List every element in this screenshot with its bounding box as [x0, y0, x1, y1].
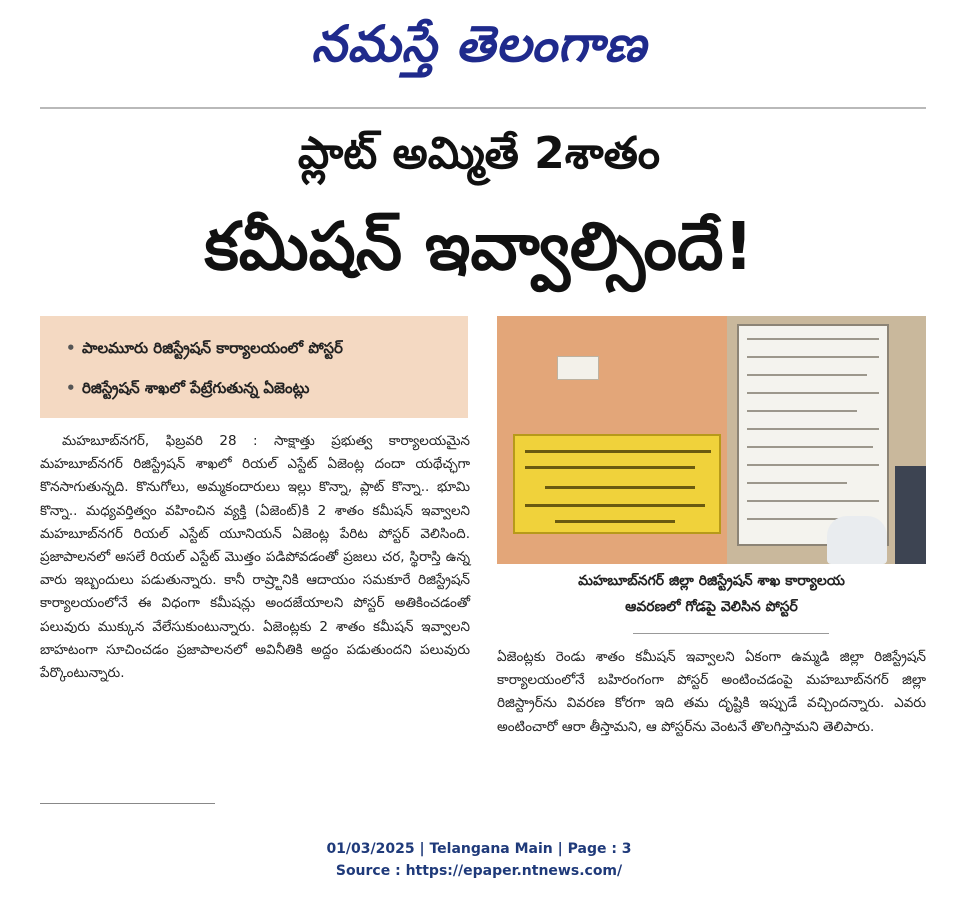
photo-person [895, 466, 926, 564]
article-body-left: మహబూబ్‌నగర్, ఫిబ్రవరి 28 : సాక్షాత్తు ప్రభుత్వ కార్యాలయమైన మహబూబ్‌నగర్ రిజిస్ట్రేషన్ శాఖలో రియల్ ఎస్టేట్ ఏజెంట్ల దందా యథేచ్ఛగా కొనసాగుతున్నది. కొనుగోలు, అమ్మకందారులు ఇల్లు కొన్నా, ప్లాట్ కొన్నా.. భూమి కొన్నా.. మధ్యవర్తిత్వం వహించిన వ్యక్తి (ఏజెంట్)కి 2 శాతం కమీషన్ ఇవ్వాలని మహబూబ్‌నగర్ రియల్ ఎస్టేట్ యూనియన్ ఏజెంట్ల పేరిట పోస్టర్ వెలిసింది. ప్రజాపాలనలో అసలే రియల్ ఎస్టేట్ మొత్తం పడిపోవడంతో ప్రజలు చర, స్థిరాస్తి ఉన్న వారు ఇబ్బందులు పడుతున్నారు. కానీ రాష్ర్టానికి ఆదాయం సమకూరే రిజిస్ట్రేషన్ కార్యాలయంలోనే ఈ విధంగా కమీషన్లు అందజేయాలని పోస్టర్ అతికించడంతో పలువురు ముక్కున వేలేసుకుంటున్నారు. ఏజెంట్లకు 2 శాతం కమీషన్ ఇవ్వాలని బాహటంగా సూచించడం ప్రజాపాలనలో అవినీతికి అద్దం పడుతుందని పలువురు పేర్కొంటున్నారు. [40, 433, 470, 682]
notice-text-line [747, 410, 857, 412]
summary-bullet-text: పాలమూరు రిజిస్ట్రేషన్ కార్యాలయంలో పోస్టర్ [82, 339, 343, 357]
headline-line-2: కమీషన్ ఇవ్వాల్సిందే! [204, 208, 754, 285]
summary-bullet [66, 368, 456, 408]
notice-text-line [747, 356, 879, 358]
notice-text-line [747, 464, 879, 466]
poster-text-line [555, 520, 675, 523]
poster-text-line [525, 450, 711, 453]
summary-bullet [66, 328, 456, 368]
notice-text-line [747, 392, 879, 394]
footer-edition-info: 01/03/2025 | Telangana Main | Page : 3 [326, 841, 632, 857]
notice-text-line [747, 500, 879, 502]
photo-small-sign [557, 356, 599, 380]
poster-text-line [545, 486, 695, 489]
caption-divider [633, 633, 829, 634]
notice-text-line [747, 428, 879, 430]
column-end-rule [40, 803, 215, 804]
notice-text-line [747, 482, 847, 484]
page-footer [0, 838, 958, 882]
poster-text-line [525, 466, 695, 469]
article-body-right: ఏజెంట్లకు రెండు శాతం కమీషన్ ఇవ్వాలని ఏకంగా ఉమ్మడి జిల్లా రిజిస్ట్రేషన్ కార్యాలయంలోనే బహిరంగంగా పోస్టర్ అంటించడంపై మహబూబ్‌నగర్ జిల్లా రిజిస్ట్రార్‌ను వివరణ కోరగా ఇది తమ దృష్టికి ఇప్పుడే వచ్చిందన్నారు. ఎవరు అంటించారో ఆరా తీస్తామని, ఆ పోస్టర్‌ను వెంటనే తొలగిస్తామని తెలిపారు. [497, 649, 926, 735]
poster-text-line [525, 504, 705, 507]
notice-text-line [747, 338, 879, 340]
notice-text-line [747, 374, 867, 376]
photo-commission-poster [513, 434, 721, 534]
bullet-dot-icon: • [66, 379, 76, 397]
photo-chair [827, 516, 887, 564]
footer-source-link[interactable]: Source : https://epaper.ntnews.com/ [335, 863, 623, 879]
notice-text-line [747, 446, 873, 448]
newspaper-masthead: నమస్తే తెలంగాణ [311, 14, 647, 73]
summary-bullet-text: రిజిస్ట్రేషన్ శాఖలో పేట్రేగుతున్న ఏజెంట్లు [82, 379, 310, 397]
photo-caption-line-1: మహబూబ్‌నగర్ జిల్లా రిజిస్ట్రేషన్ శాఖ కార్యాలయ [578, 573, 845, 589]
masthead-divider [40, 107, 926, 109]
bullet-dot-icon: • [66, 339, 76, 357]
summary-box [40, 316, 468, 418]
photo-caption [497, 568, 926, 620]
headline-line-1: ప్లాట్ అమ్మితే 2శాతం [297, 128, 661, 179]
photo-notice-board [737, 324, 889, 546]
photo-caption-line-2: ఆవరణలో గోడపై వెలిసిన పోస్టర్ [625, 599, 798, 615]
article-photo [497, 316, 926, 564]
